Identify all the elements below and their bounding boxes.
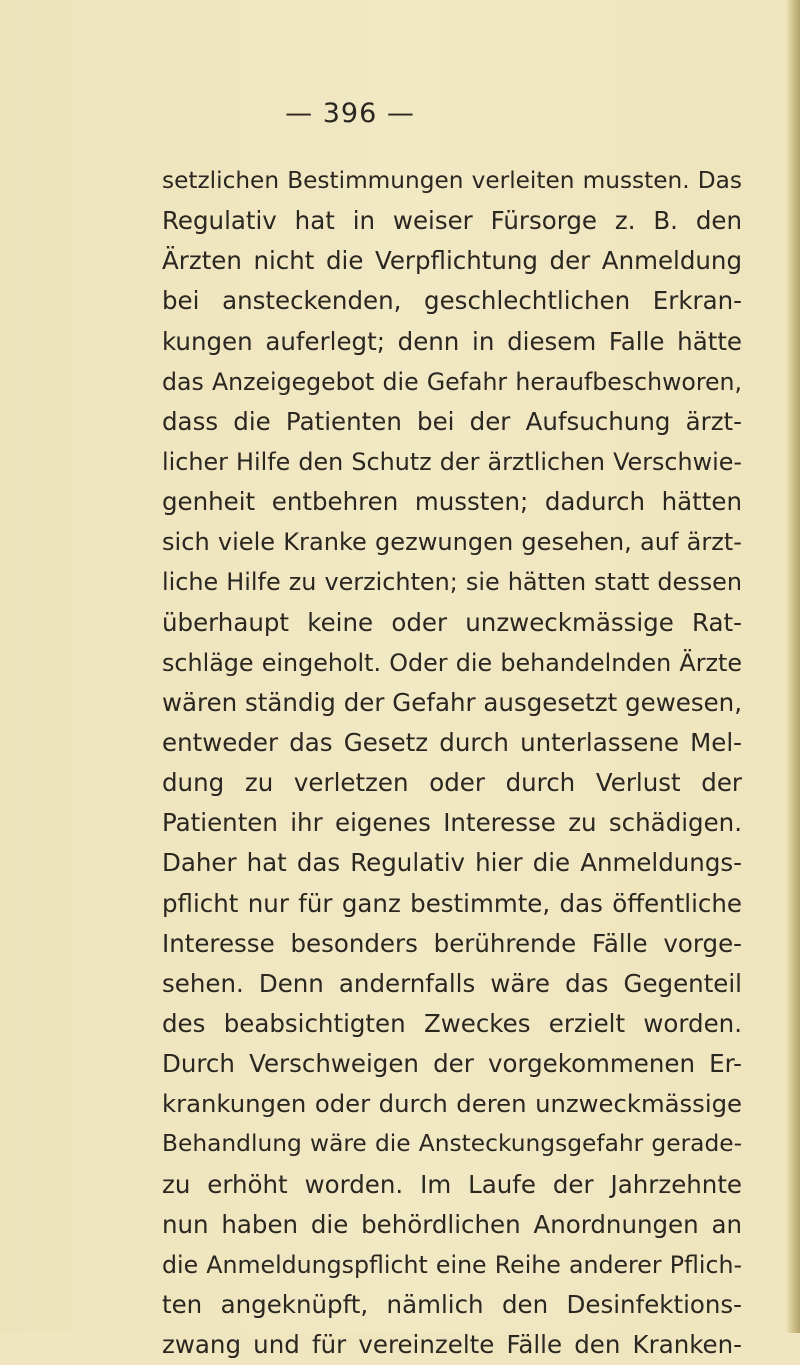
- text-line: Interesse besonders berührende Fälle vorge-: [162, 928, 742, 958]
- text-line: Daher hat das Regulativ hier die Anmeldungs-: [162, 848, 742, 878]
- text-line: ten angeknüpft, nämlich den Desinfektions-: [162, 1289, 742, 1319]
- text-line: entweder das Gesetz durch unterlassene Mel-: [162, 727, 742, 757]
- text-line: sich viele Kranke gezwungen gesehen, auf ärzt-: [162, 528, 742, 557]
- text-line: dass die Patienten bei der Aufsuchung ärzt-: [162, 406, 742, 436]
- text-line: pflicht nur für ganz bestimmte, das öffentliche: [162, 888, 742, 918]
- text-line: Patienten ihr eigenes Interesse zu schädigen.: [162, 808, 742, 838]
- text-line: sehen. Denn andernfalls wäre das Gegenteil: [162, 968, 742, 998]
- text-line: genheit entbehren mussten; dadurch hätten: [162, 487, 742, 517]
- text-line: des beabsichtigten Zweckes erzielt worden.: [162, 1008, 742, 1038]
- text-line: liche Hilfe zu verzichten; sie hätten statt dessen: [162, 568, 742, 597]
- text-line: wären ständig der Gefahr ausgesetzt gewesen,: [162, 687, 742, 717]
- text-line: Ärzten nicht die Verpflichtung der Anmeldung: [162, 246, 742, 276]
- text-line: zu erhöht worden. Im Laufe der Jahrzehnte: [162, 1169, 742, 1199]
- text-line: Regulativ hat in weiser Fürsorge z. B. den: [162, 206, 742, 236]
- text-line: das Anzeigegebot die Gefahr heraufbeschworen,: [162, 367, 742, 396]
- text-line: kungen auferlegt; denn in diesem Falle hätte: [162, 326, 742, 356]
- text-line: krankungen oder durch deren unzweckmässige: [162, 1089, 742, 1119]
- text-line: die Anmeldungspflicht eine Reihe anderer Pflich-: [162, 1250, 742, 1279]
- text-line: Durch Verschweigen der vorgekommenen Er-: [162, 1049, 742, 1079]
- page-edge-shadow: [786, 0, 800, 1333]
- text-line: nun haben die behördlichen Anordnungen an: [162, 1209, 742, 1239]
- body-text: [162, 161, 742, 1365]
- text-line: schläge eingeholt. Oder die behandelnden Ärzte: [162, 648, 742, 677]
- text-line: zwang und für vereinzelte Fälle den Kranken-: [162, 1330, 742, 1360]
- text-line: dung zu verletzen oder durch Verlust der: [162, 768, 742, 798]
- text-line: Behandlung wäre die Ansteckungsgefahr gerade-: [162, 1130, 742, 1158]
- text-line: überhaupt keine oder unzweckmässige Rat-: [162, 607, 742, 637]
- text-line: licher Hilfe den Schutz der ärztlichen Verschwie-: [162, 447, 742, 476]
- page-number: — 396 —: [285, 98, 415, 129]
- text-line: bei ansteckenden, geschlechtlichen Erkran-: [162, 286, 742, 316]
- text-line: setzlichen Bestimmungen verleiten mussten. Das: [162, 167, 742, 194]
